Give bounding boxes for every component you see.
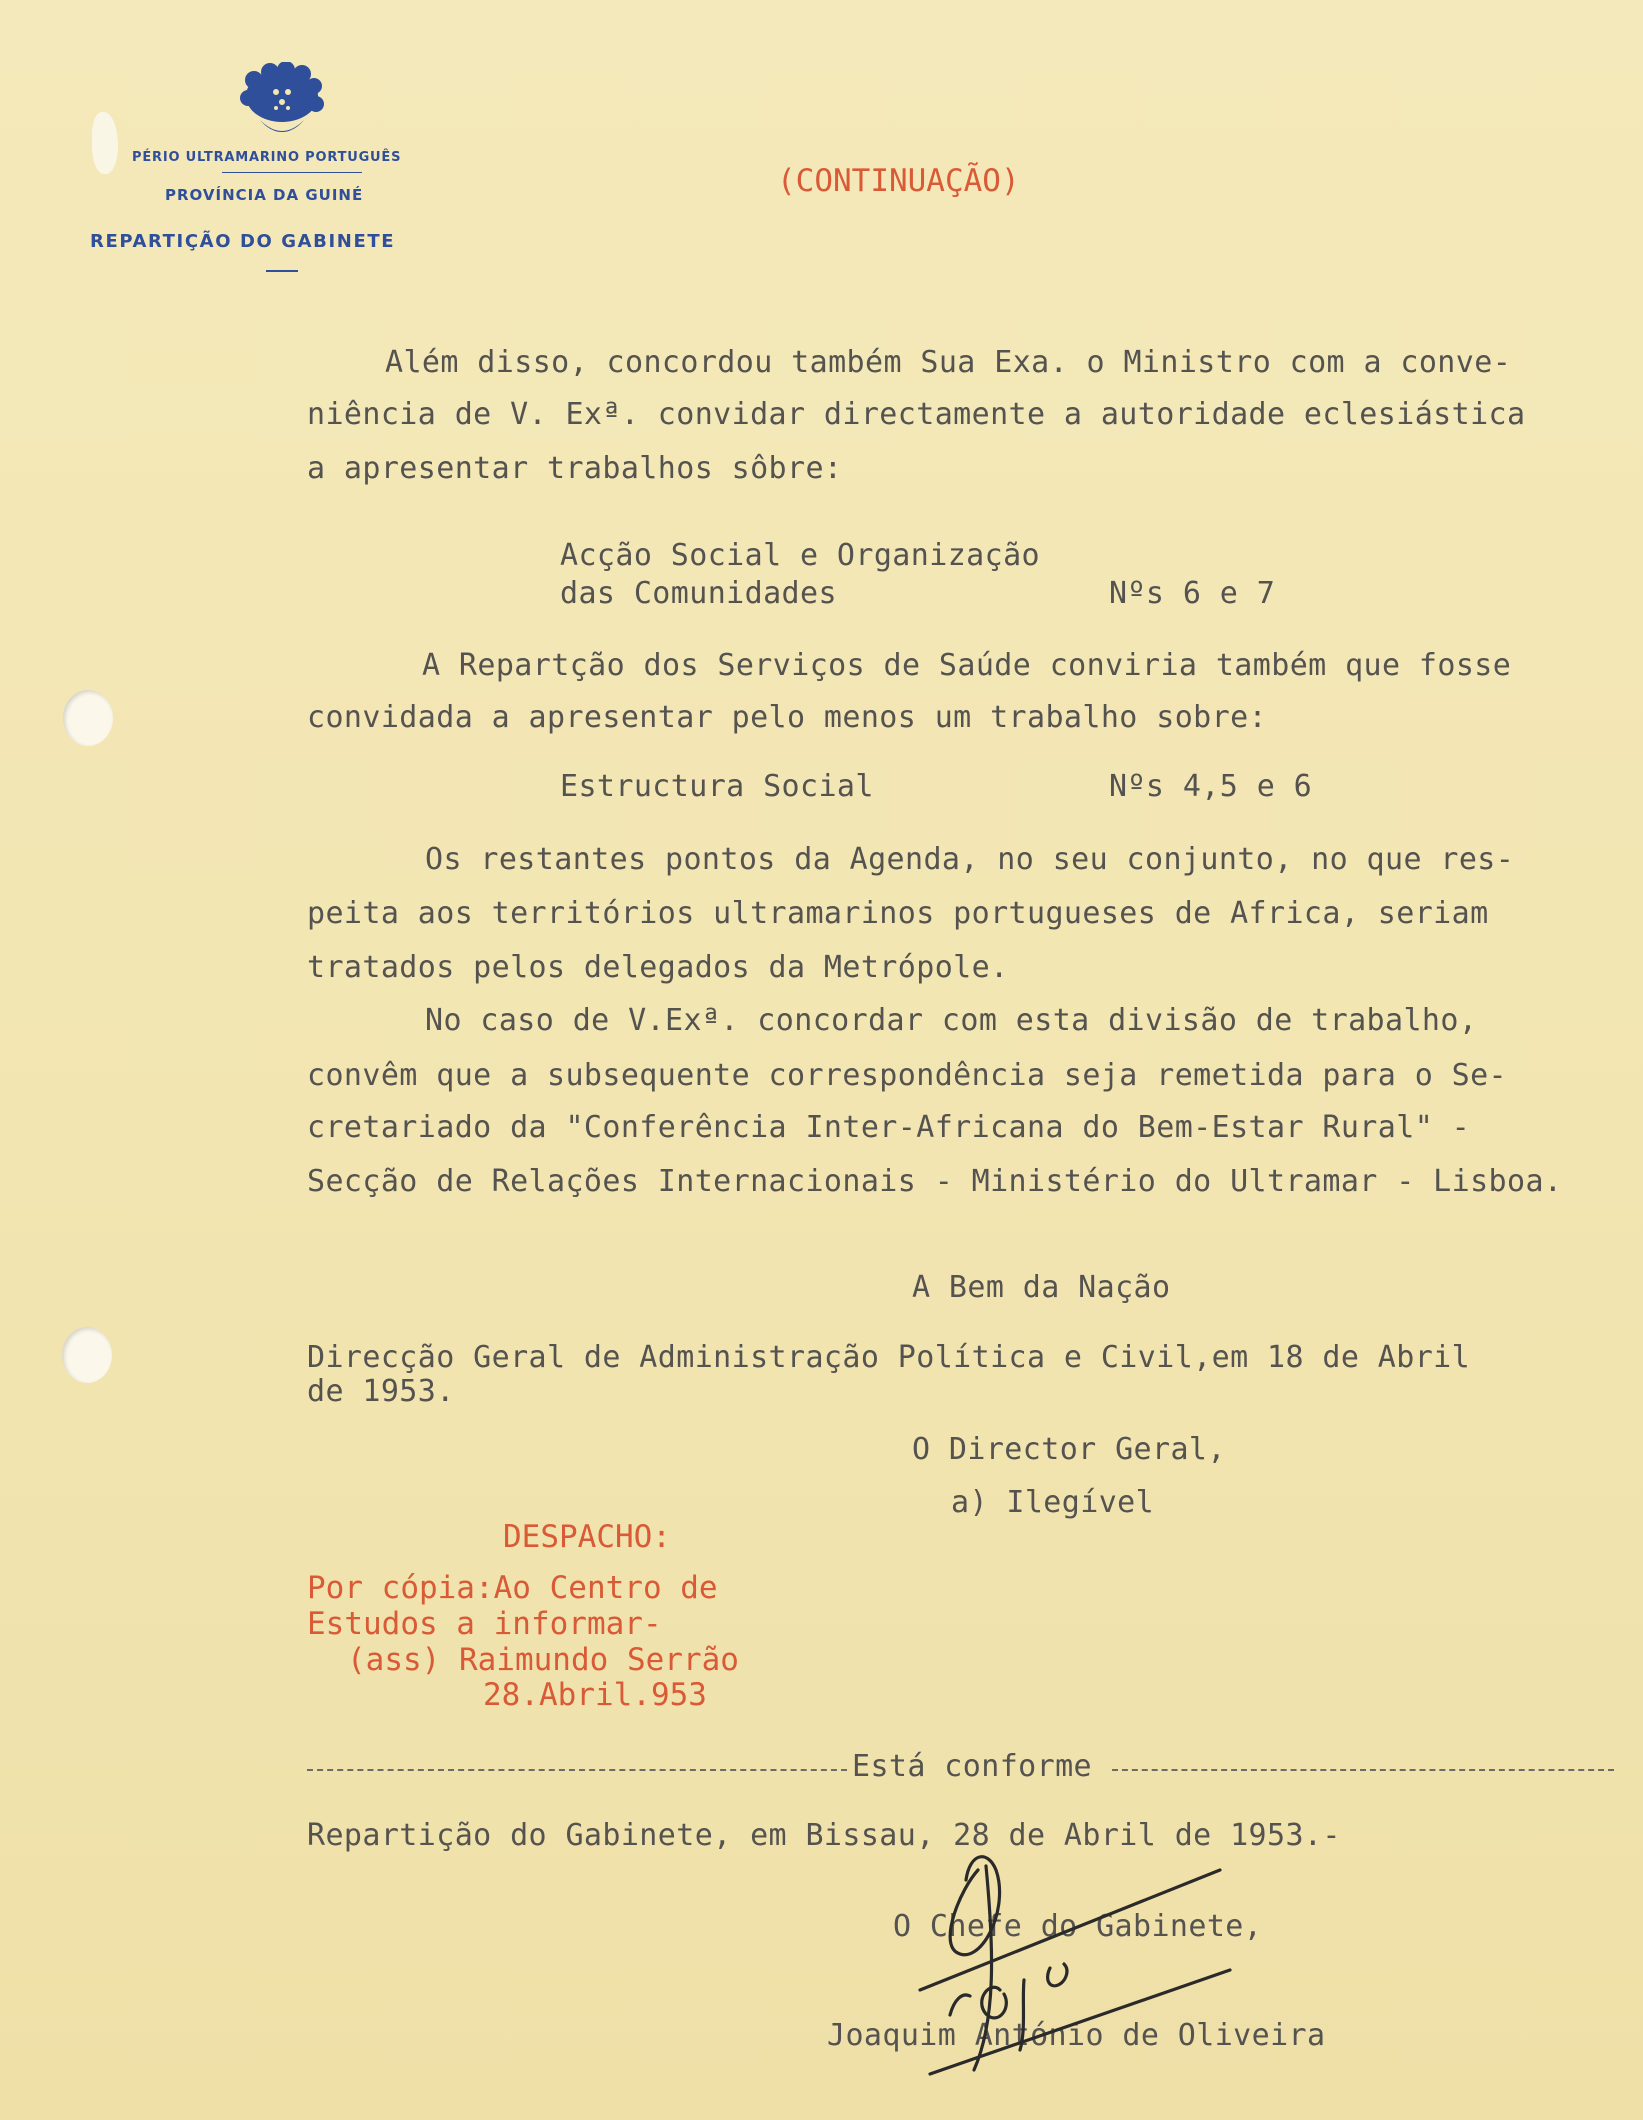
para4-line-3: cretariado da "Conferência Inter-Africana do Bem-Estar Rural" - <box>307 1110 1471 1145</box>
punch-hole-bottom <box>62 1327 112 1383</box>
para3-line-2: peita aos territórios ultramarinos portugueses de Africa, seriam <box>307 896 1489 931</box>
torn-corner-mark <box>92 112 118 174</box>
signer-title: O Director Geral, <box>912 1432 1226 1467</box>
despacho-line-4: 28.Abril.953 <box>483 1677 707 1713</box>
location-date: Repartição do Gabinete, em Bissau, 28 de Abril de 1953.- <box>307 1818 1341 1853</box>
item1-line-2: das Comunidades <box>560 576 837 611</box>
para4-line-1: No caso de V.Exª. concordar com esta divisão de trabalho, <box>425 1003 1478 1038</box>
despacho-line-1: Por cópia:Ao Centro de <box>307 1570 718 1606</box>
letterhead-line-2: PROVÍNCIA DA GUINÉ <box>165 186 364 204</box>
handwritten-signature <box>900 1830 1240 2090</box>
despacho-line-2: Estudos a informar- <box>307 1606 662 1642</box>
para4-line-4: Secção de Relações Internacionais - Ministério do Ultramar - Lisboa. <box>307 1164 1563 1199</box>
letterhead-underline <box>266 270 298 272</box>
para2-line-2: convidada a apresentar pelo menos um trabalho sobre: <box>307 700 1267 735</box>
item2-label: Estructura Social <box>560 769 874 804</box>
para3-line-3: tratados pelos delegados da Metrópole. <box>307 950 1009 985</box>
place-date-line-1: Direcção Geral de Administração Política e Civil,em 18 de Abril <box>307 1340 1471 1375</box>
conformity-rule-left <box>307 1769 847 1771</box>
item2-ref: Nºs 4,5 e 6 <box>1109 769 1313 804</box>
salutation: A Bem da Nação <box>912 1270 1171 1305</box>
letterhead-divider <box>222 172 362 173</box>
crest-icon <box>236 62 328 142</box>
despacho-line-3: (ass) Raimundo Serrão <box>347 1642 739 1678</box>
item1-ref: Nºs 6 e 7 <box>1109 576 1276 611</box>
item1-line-1: Acção Social e Organização <box>560 538 1040 573</box>
continuation-title: (CONTINUAÇÃO) <box>777 163 1020 199</box>
letterhead-line-1: PÉRIO ULTRAMARINO PORTUGUÊS <box>132 150 402 165</box>
para2-line-1: A Repartção dos Serviços de Saúde conviria também que fosse <box>422 648 1512 683</box>
place-date-line-2: de 1953. <box>307 1374 455 1409</box>
letterhead-line-3: REPARTIÇÃO DO GABINETE <box>90 231 396 252</box>
para1-line-2: niência de V. Exª. convidar directamente a autoridade eclesiástica <box>307 397 1526 432</box>
signer-name: a) Ilegível <box>951 1485 1155 1520</box>
para1-line-3: a apresentar trabalhos sôbre: <box>307 451 843 486</box>
para4-line-2: convêm que a subsequente correspondência seja remetida para o Se- <box>307 1058 1507 1093</box>
chief-name: Joaquim António de Oliveira <box>827 2018 1326 2053</box>
chief-title: O Chefe do Gabinete, <box>893 1909 1263 1944</box>
conformity-label: Está conforme <box>852 1749 1092 1784</box>
para3-line-1: Os restantes pontos da Agenda, no seu conjunto, no que res- <box>425 842 1515 877</box>
despacho-heading: DESPACHO: <box>503 1519 671 1555</box>
para1-line-1: Além disso, concordou também Sua Exa. o Ministro com a conve- <box>385 345 1512 380</box>
conformity-rule-right <box>1112 1769 1614 1771</box>
punch-hole-top <box>63 690 113 746</box>
